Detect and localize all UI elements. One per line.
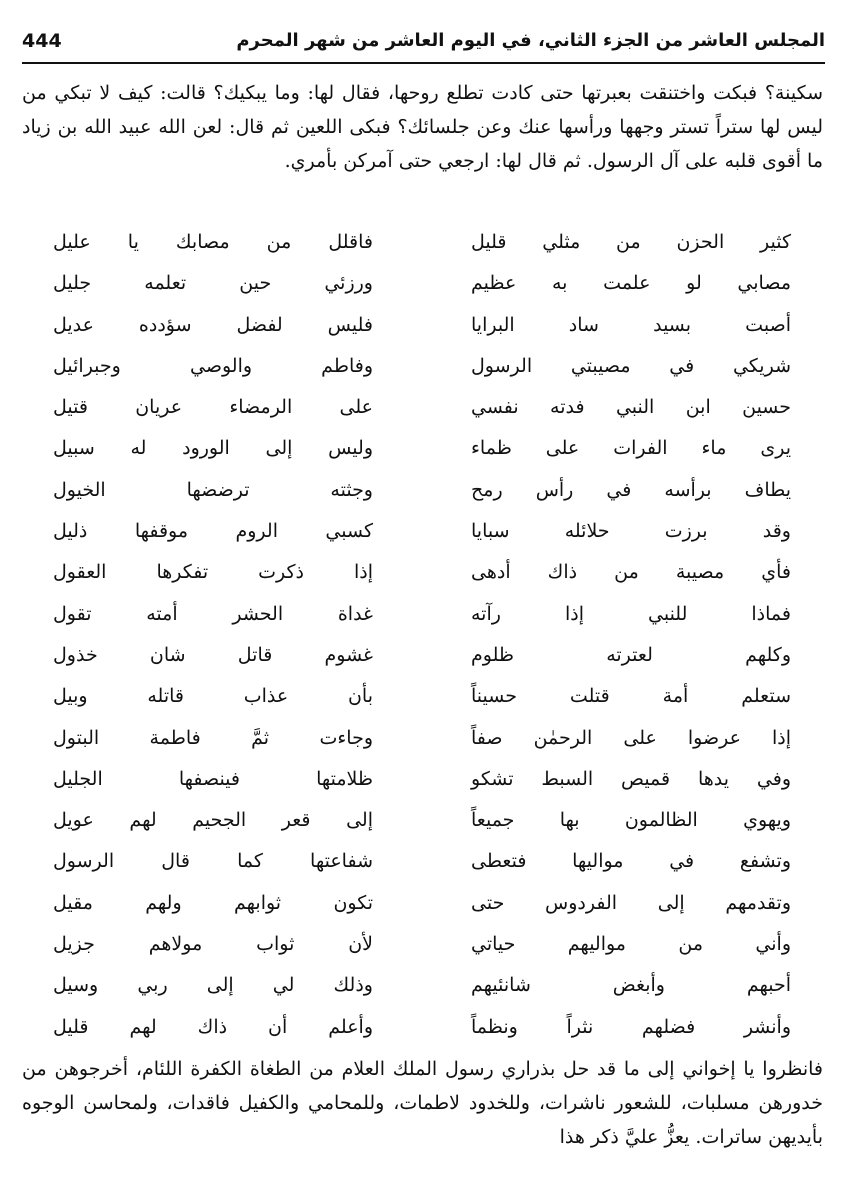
verse-second-hemistich: وجاءت ثمَّ فاطمة البتول [53, 726, 373, 749]
poem-verse [22, 968, 823, 1009]
poem-verse [22, 225, 823, 266]
verse-first-hemistich: كثير الحزن من مثلي قليل [471, 231, 791, 253]
poem-verse [22, 349, 823, 390]
verse-first-hemistich: فأي مصيبة من ذاك أدهى [471, 561, 791, 584]
verse-second-hemistich: بأن عذاب قاتله وبيل [53, 685, 373, 708]
header-title: المجلس العاشر من الجزء الثاني، في اليوم العاشر من شهر المحرم [236, 30, 825, 51]
poem-verse [22, 844, 823, 885]
header-rule [22, 62, 825, 64]
verse-second-hemistich: وذلك لي إلى ربي وسيل [53, 974, 373, 997]
verse-first-hemistich: حسين ابن النبي فدته نفسي [471, 396, 791, 419]
poem-verse [22, 762, 823, 803]
verse-first-hemistich: وتقدمهم إلى الفردوس حتى [471, 891, 791, 914]
verse-second-hemistich: على الرمضاء عريان قتيل [53, 396, 373, 419]
verse-first-hemistich: إذا عرضوا على الرحمٰن صفاً [471, 726, 791, 749]
verse-second-hemistich: وجثته ترضضها الخيول [53, 478, 373, 501]
poem-verse [22, 1010, 823, 1051]
verse-second-hemistich: غداة الحشر أمته تقول [53, 602, 373, 625]
poem-verse [22, 721, 823, 762]
verse-first-hemistich: ويهوي الظالمون بها جميعاً [471, 809, 791, 832]
verse-second-hemistich: وفاطم والوصي وجبرائيل [53, 354, 373, 377]
verse-second-hemistich: وأعلم أن ذاك لهم قليل [53, 1015, 373, 1038]
verse-first-hemistich: وتشفع في مواليها فتعطى [471, 850, 791, 873]
verse-first-hemistich: فماذا للنبي إذا رآته [471, 602, 791, 625]
poem-verse [22, 555, 823, 596]
poem [22, 225, 823, 1051]
verse-second-hemistich: فليس لفضل سؤدده عديل [53, 313, 373, 336]
poem-verse [22, 266, 823, 307]
poem-verse [22, 431, 823, 472]
verse-second-hemistich: وليس إلى الورود له سبيل [53, 437, 373, 460]
poem-verse [22, 514, 823, 555]
verse-first-hemistich: وأني من مواليهم حياتي [471, 933, 791, 956]
verse-second-hemistich: ظلامتها فينصفها الجليل [53, 767, 373, 790]
verse-first-hemistich: وكلهم لعترته ظلوم [471, 643, 791, 666]
poem-verse [22, 390, 823, 431]
poem-verse [22, 473, 823, 514]
verse-first-hemistich: شريكي في مصيبتي الرسول [471, 354, 791, 377]
verse-second-hemistich: لأن ثواب مولاهم جزيل [53, 933, 373, 956]
poem-verse [22, 803, 823, 844]
intro-paragraph: سكينة؟ فبكت واختنقت بعبرتها حتى كادت تطلع روحها، فقال لها: وما يبكيك؟ قالت: كيف لا تبكي من ليس لها ستراً تستر وجهها ورأسها عنك وعن جلسائك؟ فبكى اللعين ثم قال: لعن الله عبيد الله بن زياد ما أقوى قلبه على آل الرسول. ثم قال لها: ارجعي حتى آمركن بأمري. [22, 82, 824, 172]
poem-verse [22, 638, 823, 679]
verse-second-hemistich: فاقلل من مصابك يا عليل [53, 231, 373, 253]
verse-first-hemistich: وأنشر فضلهم نثراً ونظماً [471, 1015, 791, 1038]
verse-first-hemistich: وفي يدها قميص السبط تشكو [471, 767, 791, 790]
verse-second-hemistich: كسبي الروم موقفها ذليل [53, 520, 373, 543]
verse-second-hemistich: غشوم قاتل شان خذول [53, 643, 373, 666]
verse-first-hemistich: مصابي لو علمت به عظيم [471, 272, 791, 295]
verse-first-hemistich: ستعلم أمة قتلت حسيناً [471, 685, 791, 708]
verse-first-hemistich: وقد برزت حلائله سبايا [471, 520, 791, 543]
page-number: 444 [22, 30, 62, 52]
verse-first-hemistich: أصبت بسيد ساد البرايا [471, 313, 791, 336]
poem-verse [22, 886, 823, 927]
running-header [22, 30, 825, 60]
verse-first-hemistich: يرى ماء الفرات على ظماء [471, 437, 791, 460]
verse-second-hemistich: إلى قعر الجحيم لهم عويل [53, 809, 373, 832]
verse-first-hemistich: يطاف برأسه في رأس رمح [471, 478, 791, 501]
poem-verse [22, 927, 823, 968]
closing-paragraph: فانظروا يا إخواني إلى ما قد حل بذراري رسول الملك العلام من الطغاة الكفرة اللئام، أخرجوهن من خدورهن مسلبات، للشعور ناشرات، وللخدود لاطمات، وللمحامي والكفيل فاقدات، ولمحاسن الوجوه بأيديهن ساترات. يعزُّ عليَّ ذكر هذا [22, 1058, 823, 1148]
poem-verse [22, 597, 823, 638]
verse-second-hemistich: تكون ثوابهم ولهم مقيل [53, 891, 373, 914]
verse-first-hemistich: أحبهم وأبغض شانئيهم [471, 974, 791, 997]
poem-verse [22, 679, 823, 720]
poem-verse [22, 308, 823, 349]
verse-second-hemistich: شفاعتها كما قال الرسول [53, 850, 373, 873]
verse-second-hemistich: ورزئي حين تعلمه جليل [53, 272, 373, 295]
verse-second-hemistich: إذا ذكرت تفكرها العقول [53, 561, 373, 584]
